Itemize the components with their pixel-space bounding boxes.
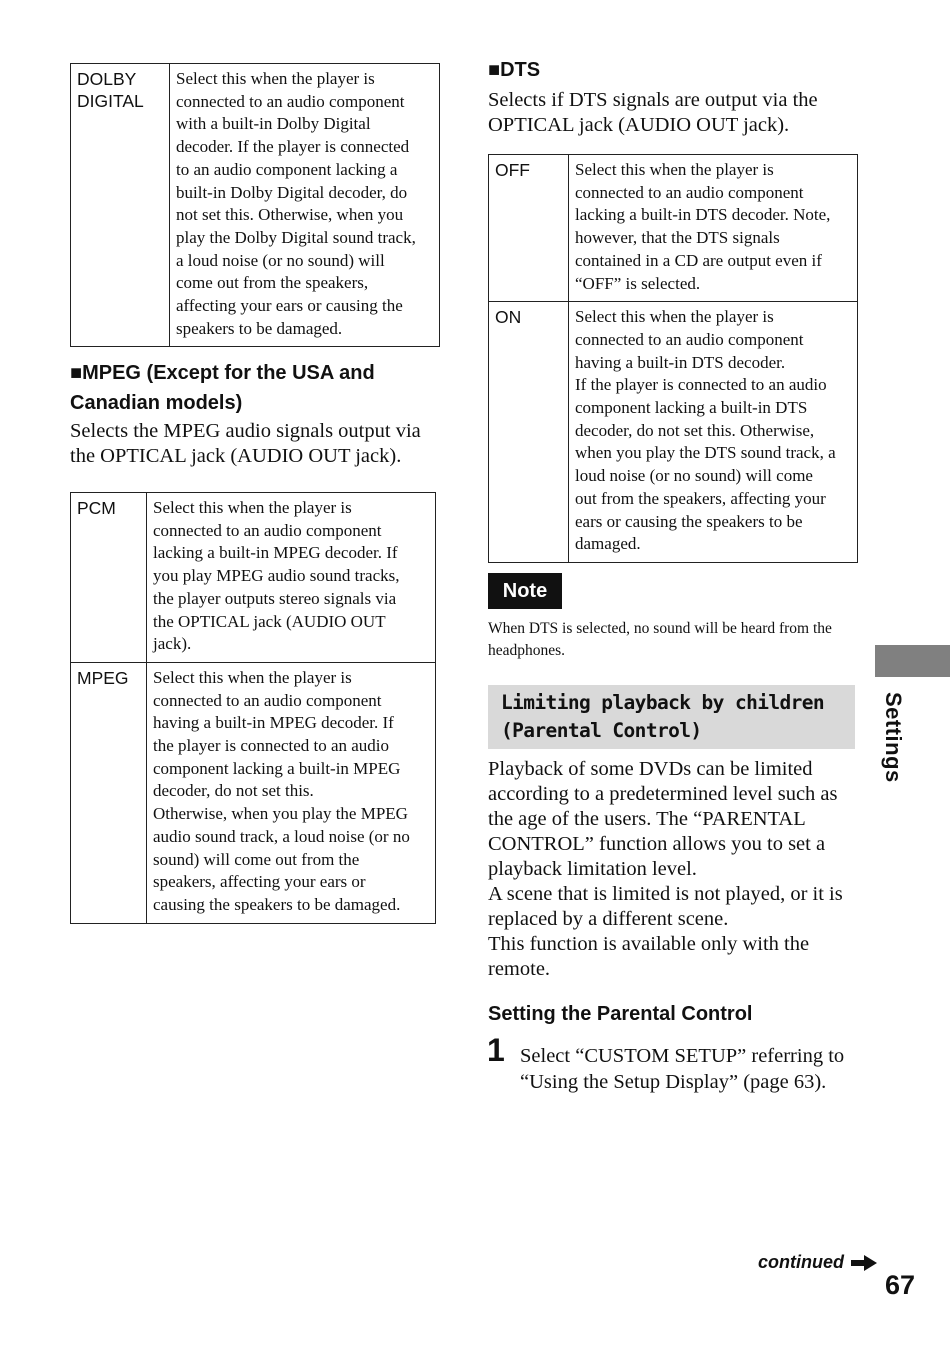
option-description: Select this when the player is connected to an audio component having a built-in DTS decoder. If the player is connected to an audio component lacking a built-in DTS decoder, do not set this. Otherwise, when you play the DTS sound track, a loud noise (or no sound) will come out from the speakers, affecting your ears or causing the speakers to be damaged.: [569, 302, 858, 563]
mpeg-heading: [70, 358, 375, 418]
option-description: Select this when the player is connected to an audio component with a built-in Dolby Digital decoder. If the player is connected to an audio component lacking a built-in Dolby Digital decoder, do not set this. Otherwise, when you play the Dolby Digital sound track, a loud noise (or no sound) will come out from the speakers, affecting your ears or causing the speakers to be damaged.: [170, 64, 440, 347]
mpeg-table: [70, 492, 436, 924]
section-title-box: [488, 685, 855, 749]
continued-label: continued: [758, 1252, 844, 1272]
side-tab-marker: [875, 645, 950, 677]
mpeg-heading-line2: Canadian models): [70, 392, 243, 414]
side-tab-label: Settings: [881, 692, 906, 783]
mpeg-intro: Selects the MPEG audio signals output via the OPTICAL jack (AUDIO OUT jack).: [70, 420, 421, 467]
table-row: [489, 302, 858, 563]
option-key: MPEG: [71, 662, 147, 923]
table-row: [489, 155, 858, 302]
option-key: OFF: [489, 155, 569, 302]
page-number: 67: [885, 1270, 916, 1300]
step-text: Select “CUSTOM SETUP” referring to “Using the Setup Display” (page 63).: [520, 1045, 845, 1093]
table-row: [71, 493, 436, 663]
subheading: Setting the Parental Control: [488, 1003, 753, 1025]
option-key: DOLBY DIGITAL: [71, 64, 170, 347]
dts-intro: Selects if DTS signals are output via the OPTICAL jack (AUDIO OUT jack).: [488, 89, 818, 136]
mpeg-heading-line1: ■MPEG (Except for the USA and: [70, 362, 375, 384]
option-key: PCM: [71, 493, 147, 663]
option-key: ON: [489, 302, 569, 563]
dts-table: [488, 154, 858, 563]
section-title: Limiting playback by children (Parental Control): [501, 691, 825, 742]
dts-heading: ■DTS: [488, 59, 541, 81]
note-badge: Note: [488, 573, 562, 609]
table-row: [71, 64, 440, 347]
table-row: [71, 662, 436, 923]
section-body: Playback of some DVDs can be limited according to a predetermined level such as the age of the users. The “PARENTAL CONTROL” function allows you to set a playback limitation level. A scene that is limited is not played, or it is replaced by a different scene. This function is available only with the remote.: [488, 758, 843, 980]
dolby-digital-table: [70, 63, 440, 347]
step-number: 1: [487, 1032, 505, 1068]
arrow-right-icon: [851, 1255, 877, 1271]
option-description: Select this when the player is connected to an audio component lacking a built-in MPEG decoder. If you play MPEG audio sound tracks, the player outputs stereo signals via the OPTICAL jack (AUDIO OUT jack).: [147, 493, 436, 663]
option-description: Select this when the player is connected to an audio component having a built-in MPEG decoder. If the player is connected to an audio component lacking a built-in MPEG decoder, do not set this. Otherwise, when you play the MPEG audio sound track, a loud noise (or no sound) will come out from the speakers, affecting your ears or causing the speakers to be damaged.: [147, 662, 436, 923]
option-description: Select this when the player is connected to an audio component lacking a built-in DTS decoder. Note, however, that the DTS signals contained in a CD are output even if “OFF” is selected.: [569, 155, 858, 302]
note-text: When DTS is selected, no sound will be heard from the headphones.: [488, 620, 832, 659]
